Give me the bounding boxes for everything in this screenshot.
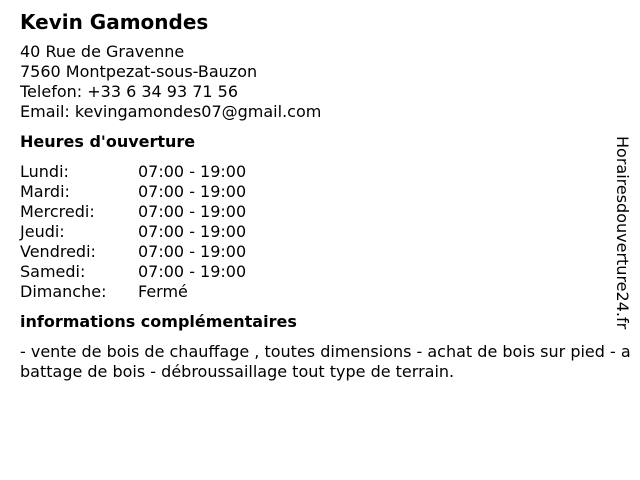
hours-row-friday [20, 242, 632, 262]
address-line-1: 40 Rue de Gravenne [20, 42, 185, 61]
business-card [20, 8, 632, 382]
hours-time: 07:00 - 19:00 [138, 242, 247, 261]
hours-time: 07:00 - 19:00 [138, 262, 247, 281]
hours-time: 07:00 - 19:00 [138, 162, 247, 181]
hours-time: 07:00 - 19:00 [138, 202, 247, 221]
email-line: Email: kevingamondes07@gmail.com [20, 102, 322, 121]
hours-time: 07:00 - 19:00 [138, 182, 247, 201]
hours-row-monday [20, 162, 632, 182]
hours-row-tuesday [20, 182, 632, 202]
hours-day: Vendredi: [20, 242, 96, 261]
address-line-2: 7560 Montpezat-sous-Bauzon [20, 62, 258, 81]
hours-time: 07:00 - 19:00 [138, 222, 247, 241]
hours-time: Fermé [138, 282, 188, 301]
hours-row-wednesday [20, 202, 632, 222]
hours-row-saturday [20, 262, 632, 282]
opening-hours-heading: Heures d'ouverture [20, 132, 196, 151]
additional-info-text: - vente de bois de chauffage , toutes dimensions - achat de bois sur pied - abattage de bois - débroussaillage tout type de terrain. [20, 342, 631, 381]
hours-row-sunday [20, 282, 632, 302]
hours-day: Dimanche: [20, 282, 107, 301]
hours-day: Lundi: [20, 162, 69, 181]
hours-day: Mardi: [20, 182, 70, 201]
additional-info-heading: informations complémentaires [20, 312, 297, 331]
business-name: Kevin Gamondes [20, 10, 209, 34]
phone-line: Telefon: +33 6 34 93 71 56 [20, 82, 239, 101]
hours-day: Mercredi: [20, 202, 95, 221]
opening-hours-list [20, 162, 632, 302]
site-brand-vertical: Horairesdouverture24.fr [613, 136, 632, 330]
hours-day: Jeudi: [20, 222, 65, 241]
hours-day: Samedi: [20, 262, 86, 281]
hours-row-thursday [20, 222, 632, 242]
